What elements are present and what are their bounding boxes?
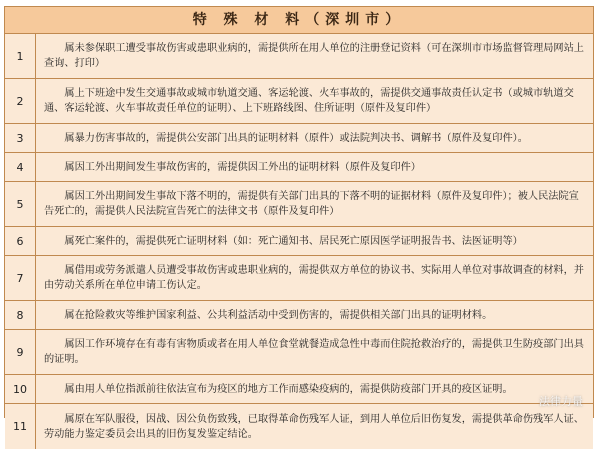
watermark: 法律力量: [539, 395, 583, 408]
table-body: [5, 34, 593, 449]
row-text: 属未参保职工遭受事故伤害或患职业病的，需提供所在用人单位的注册登记资料（可在深圳市市场监督管理局网站上查询、打印）: [36, 34, 593, 78]
row-number: 5: [5, 182, 36, 226]
row-text: 属因工作环境存在有毒有害物质或者在用人单位食堂就餐造成急性中毒而住院抢救治疗的，需提供卫生防疫部门出具的证明。: [36, 330, 593, 374]
row-number: 10: [5, 375, 36, 403]
table-row: [5, 375, 593, 404]
table-row: [5, 227, 593, 256]
table-row: [5, 404, 593, 449]
table-row: [5, 79, 593, 124]
table-row: [5, 256, 593, 301]
table-row: [5, 124, 593, 153]
row-number: 8: [5, 301, 36, 329]
table-row: [5, 330, 593, 375]
row-text: 属在抢险救灾等维护国家利益、公共利益活动中受到伤害的，需提供相关部门出具的证明材料。: [36, 301, 593, 329]
special-materials-table: [4, 6, 594, 440]
row-number: 6: [5, 227, 36, 255]
table-row: [5, 34, 593, 79]
row-text: 属原在军队服役，因战、因公负伤致残，已取得革命伤残军人证，到用人单位后旧伤复发，需提供革命伤残军人证、劳动能力鉴定委员会出具的旧伤复发鉴定结论。: [36, 404, 593, 449]
table-title: 特 殊 材 料（深圳市）: [5, 7, 593, 34]
row-text: 属借用或劳务派遣人员遭受事故伤害或患职业病的，需提供双方单位的协议书、实际用人单位对事故调查的材料，并由劳动关系所在单位申请工伤认定。: [36, 256, 593, 300]
table-row: [5, 301, 593, 330]
row-text: 属因工外出期间发生事故伤害的，需提供因工外出的证明材料（原件及复印件）: [36, 153, 593, 181]
row-number: 11: [5, 404, 36, 449]
row-number: 7: [5, 256, 36, 300]
row-number: 3: [5, 124, 36, 152]
row-number: 1: [5, 34, 36, 78]
row-text: 属因工外出期间发生事故下落不明的，需提供有关部门出具的下落不明的证据材料（原件及复印件）；被人民法院宣告死亡的，需提供人民法院宣告死亡的法律文书（原件及复印件）: [36, 182, 593, 226]
row-number: 9: [5, 330, 36, 374]
row-text: 属暴力伤害事故的，需提供公安部门出具的证明材料（原件）或法院判决书、调解书（原件及复印件）。: [36, 124, 593, 152]
row-text: 属上下班途中发生交通事故或城市轨道交通、客运轮渡、火车事故的，需提供交通事故责任认定书（或城市轨道交通、客运轮渡、火车事故责任单位的证明）、上下班路线图、住所证明（原件及复印件）: [36, 79, 593, 123]
table-row: [5, 153, 593, 182]
table-row: [5, 182, 593, 227]
row-number: 4: [5, 153, 36, 181]
row-text: 属死亡案件的，需提供死亡证明材料（如：死亡通知书、居民死亡原因医学证明报告书、法医证明等）: [36, 227, 593, 255]
row-number: 2: [5, 79, 36, 123]
row-text: 属由用人单位指派前往依法宣布为疫区的地方工作而感染疫病的，需提供防疫部门开具的疫区证明。: [36, 375, 593, 403]
